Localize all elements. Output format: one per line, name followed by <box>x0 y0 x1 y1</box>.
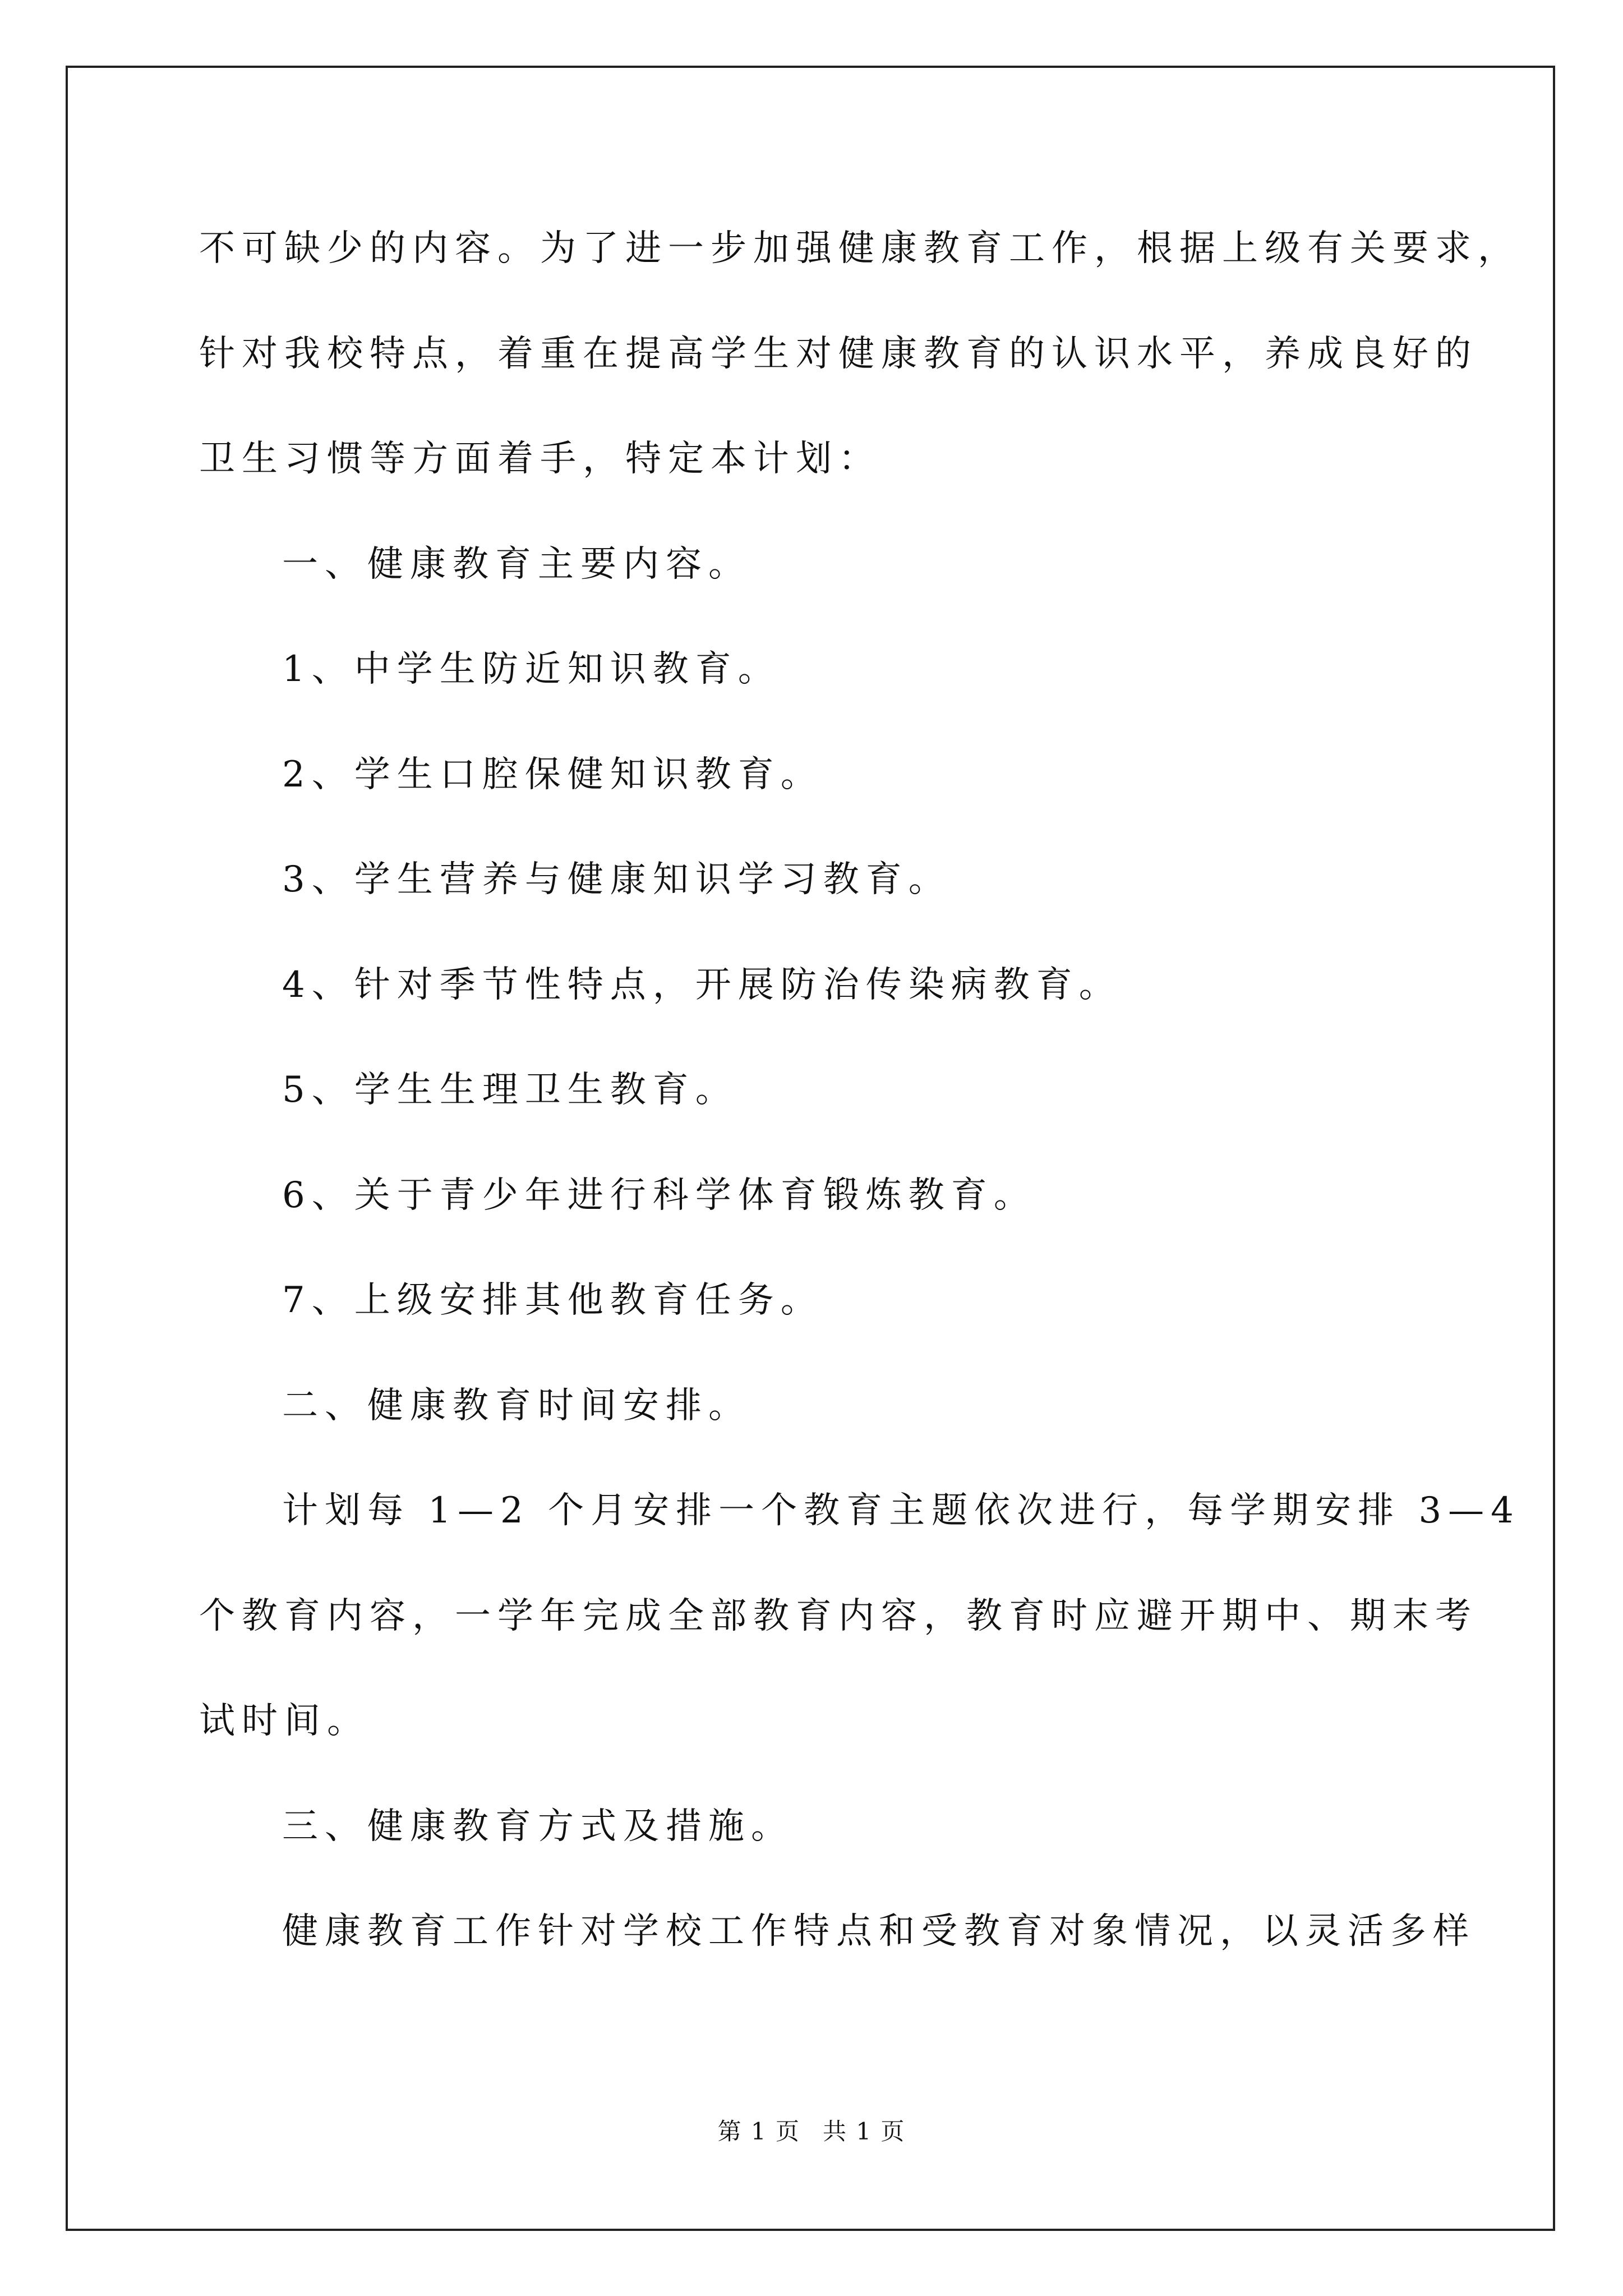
text-line-3: 卫生习惯等方面着手，特定本计划： <box>199 438 881 480</box>
list-item-3: 3、学生营养与健康知识学习教育。 <box>282 859 951 900</box>
paragraph-line-1: 计划每 1—2 个月安排一个教育主题依次进行，每学期安排 3—4 <box>282 1490 1520 1531</box>
page-number-current: 第 1 页 <box>717 2118 800 2145</box>
list-item-7: 7、上级安排其他教育任务。 <box>282 1280 823 1321</box>
text-line-1: 不可缺少的内容。为了进一步加强健康教育工作，根据上级有关要求， <box>199 228 1520 269</box>
section-heading-2: 二、健康教育时间安排。 <box>282 1384 751 1427</box>
page-number-total: 共 1 页 <box>823 2118 906 2145</box>
document-body <box>199 196 1520 1985</box>
page-footer <box>0 2115 1623 2148</box>
list-item-1: 1、中学生防近知识教育。 <box>282 648 781 690</box>
list-item-6: 6、关于青少年进行科学体育锻炼教育。 <box>282 1174 1036 1216</box>
list-item-4: 4、针对季节性特点，开展防治传染病教育。 <box>282 964 1122 1006</box>
section-heading-1: 一、健康教育主要内容。 <box>282 543 751 585</box>
paragraph-line-3: 试时间。 <box>199 1700 370 1742</box>
list-item-2: 2、学生口腔保健知识教育。 <box>282 753 823 795</box>
text-line-2: 针对我校特点，着重在提高学生对健康教育的认识水平，养成良好的 <box>199 333 1478 375</box>
section-heading-3: 三、健康教育方式及措施。 <box>282 1805 794 1847</box>
paragraph-line-2: 个教育内容，一学年完成全部教育内容，教育时应避开期中、期末考 <box>199 1595 1478 1637</box>
list-item-5: 5、学生生理卫生教育。 <box>282 1069 738 1111</box>
paragraph-line-4: 健康教育工作针对学校工作特点和受教育对象情况，以灵活多样 <box>282 1911 1476 1952</box>
